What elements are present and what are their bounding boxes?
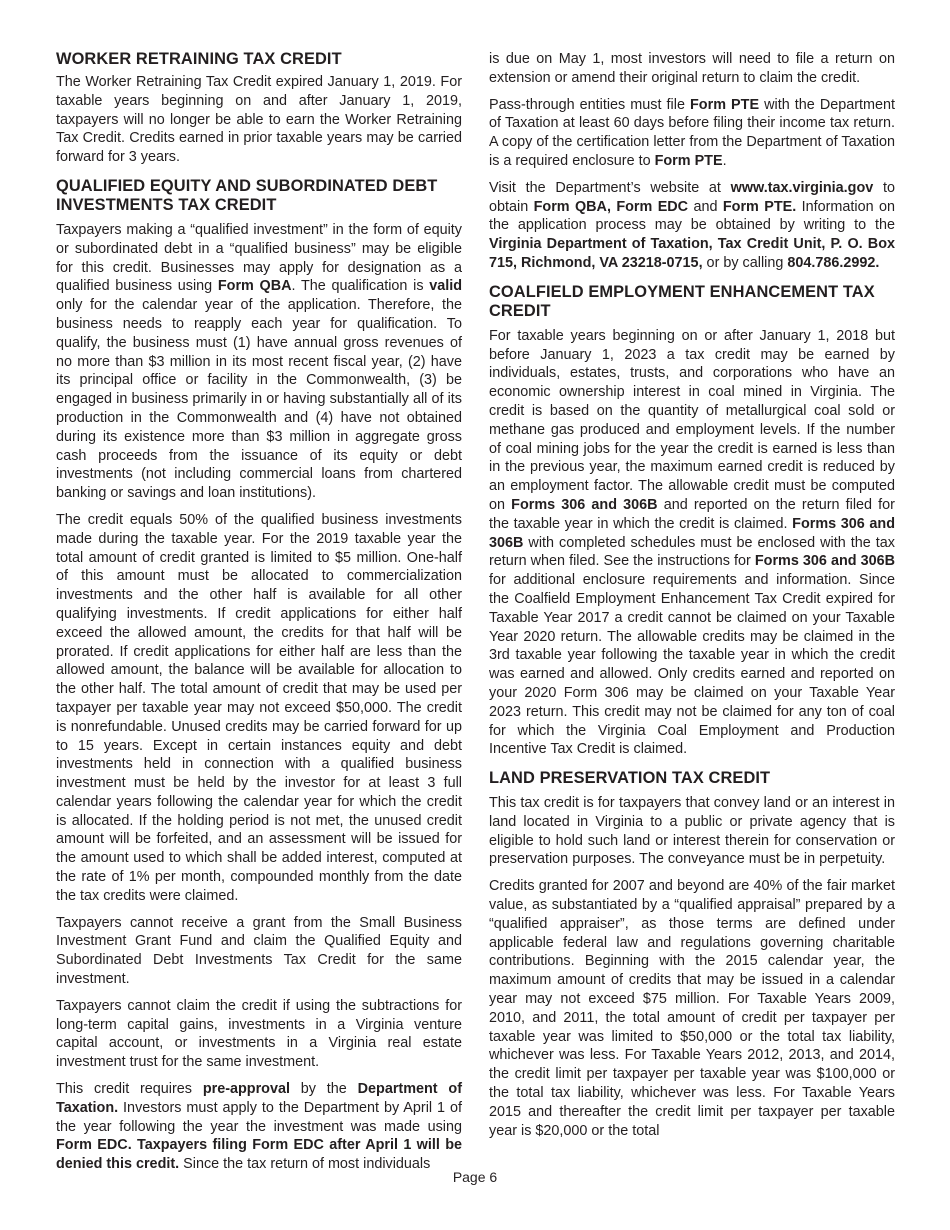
right-column	[489, 50, 895, 1148]
section-heading-worker-retraining: WORKER RETRAINING TAX CREDIT	[56, 50, 342, 68]
paragraph: The credit equals 50% of the qualified business investments made during the taxable year. For the 2019 taxable year the total amount of credit granted is limited to $5 million. One-half of this amount must be allocated to commercialization investments and the other half is available for all other qualifying investments. If credit applications for either half exceed the allowed amount, the credits for that half will be prorated. If credit applications for either half are less than the allowed amount, the balance will be available for allocation to the other half. The total amount of credit that may be used per taxpayer per taxable year may not exceed $50,000. The credit is nonrefundable. Unused credits may be carried forward for up to 15 years. Except in certain instances equity and debt investments held in connection with a qualified business investment must be held by the investor for at least 3 full calendar years following the calendar year for which the credit is allocated. If the holding period is not met, the unused credit amount will be forfeited, and an assessment will be issued for the amount used to which shall be added interest, computed at the rate of 1% per month, compounded monthly from the date the tax credits were claimed.	[56, 511, 462, 904]
section-heading-coalfield: COALFIELD EMPLOYMENT ENHANCEMENT TAX CREDIT	[489, 282, 875, 320]
section-heading-qualified-equity: QUALIFIED EQUITY AND SUBORDINATED DEBT INVESTMENTS TAX CREDIT	[56, 176, 438, 214]
paragraph: Pass-through entities must file Form PTE with the Department of Taxation at least 60 days before filing their income tax return. A copy of the certification letter from the Department of Taxation is a required enclosure to Form PTE.	[489, 96, 896, 169]
paragraph: This tax credit is for taxpayers that convey land or an interest in land located in Virginia to a public or private agency that is eligible to hold such land or interest therein for conservation or preservation purposes. The conveyance must be in perpetuity.	[489, 795, 895, 868]
paragraph: Visit the Department’s website at www.tax.virginia.gov to obtain Form QBA, Form EDC and Form PTE. Information on the application process may be obtained by writing to the Virginia Department of Taxation, Tax Credit Unit, P. O. Box 715, Richmond, VA 23218-0715, or by calling 804.786.2992.	[489, 179, 896, 271]
paragraph: Taxpayers cannot claim the credit if using the subtractions for long-term capital gains, investments in a Virginia venture capital account, or investments in a Virginia real estate investment trust for the same investment.	[56, 997, 462, 1071]
paragraph: Credits granted for 2007 and beyond are 40% of the fair market value, as substantiated by a “qualified appraisal” prepared by a “qualified appraiser”, as those terms are defined under applicable federal law and regulations governing charitable contributions. Beginning with the 2015 calendar year, the maximum amount of credits that may be issued in a calendar year may not exceed $75 million. For Taxable Years 2009, 2010, and 2011, the total amount of credit per taxpayer per taxable year was limited to $50,000 or the total tax liability, whichever was less. For Taxable Years 2012, 2013, and 2014, the credit limit per taxpayer per taxable year was $100,000 or the total tax liability, whichever was less. For Taxable Years 2015 and thereafter the credit limit per taxpayer per taxable year is $20,000 or the total	[489, 878, 895, 1139]
page-number: Page 6	[452, 1169, 498, 1185]
paragraph: is due on May 1, most investors will need to file a return on extension or amend their original return to claim the credit.	[489, 51, 895, 86]
paragraph: The Worker Retraining Tax Credit expired January 1, 2019. For taxable years beginning on and after January 1, 2019, taxpayers will no longer be able to earn the Worker Retraining Tax Credit. Credits earned in prior taxable years may be carried forward for 3 years.	[56, 74, 462, 166]
section-heading-land-preservation: LAND PRESERVATION TAX CREDIT	[489, 769, 771, 788]
paragraph: Taxpayers cannot receive a grant from the Small Business Investment Grant Fund and claim the Qualified Equity and Subordinated Debt Investments Tax Credit for the same investment.	[56, 914, 462, 988]
website-link[interactable]: www.tax.virginia.gov	[730, 179, 874, 196]
paragraph: For taxable years beginning on or after January 1, 2018 but before January 1, 2023 a tax credit may be earned by individuals, estates, trusts, and corporations who have an economic ownership interest in coal mined in Virginia. The credit is based on the quantity of metallurgical coal sold or methane gas produced and employment levels. If the number of coal mining jobs for the year the credit is earned is less than in the previous year, the maximum earned credit is reduced by an employment factor. The allowable credit must be computed on Forms 306 and 306B and reported on the return filed for the taxable year in which the credit is claimed. Forms 306 and 306B with completed schedules must be enclosed with the tax return when filed. See the instructions for Forms 306 and 306B for additional enclosure requirements and information. Since the Coalfield Employment Enhancement Tax Credit expired for Taxable Year 2017 a credit cannot be claimed on your Taxable Year 2020 return. The allowable credits may be claimed in the 3rd taxable year following the taxable year in which the credit was earned and allowed. Only credits earned and reported on your 2020 Form 306 may be claimed on your Taxable Year 2023 return. This credit may not be claimed for any ton of coal for which the Virginia Coal Employment and Production Incentive Tax Credit is claimed.	[489, 327, 895, 758]
paragraph: This credit requires pre-approval by the Department of Taxation. Investors must apply to the Department by April 1 of the year following the year the investment was made using Form EDC. Taxpayers filing Form EDC after April 1 will be denied this credit. Since the tax return of most individuals	[56, 1081, 462, 1173]
phone-number: 804.786.2992.	[787, 254, 880, 271]
left-column	[56, 50, 462, 1182]
paragraph: Taxpayers making a “qualified investment” in the form of equity or subordinated debt in a “qualified business” may be eligible for this credit. Businesses may apply for designation as a qualified business using Form QBA. The qualification is valid only for the calendar year of the application. Therefore, the business needs to reapply each year for qualification. To qualify, the business must (1) have annual gross revenues of no more than $3 million in its most recent fiscal year, (2) have its principal office or facility in the Commonwealth, (3) be engaged in business primarily in or having substantially all of its production in the Commonwealth and (4) have not obtained during its existence more than $3 million in aggregate gross cash proceeds from the issuance of its equity or debt investments (not including commercial loans from chartered banking or savings and loan institutions).	[56, 221, 462, 502]
